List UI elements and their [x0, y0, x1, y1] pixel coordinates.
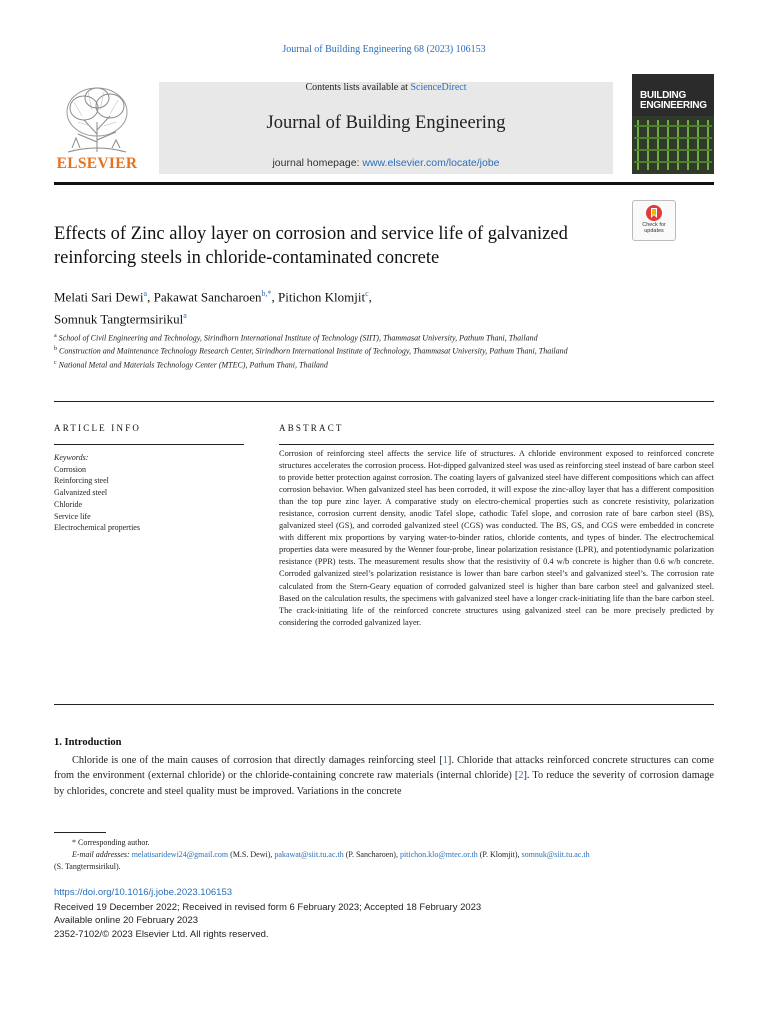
- affiliation: [54, 358, 614, 371]
- keyword[interactable]: Galvanized steel: [54, 488, 108, 498]
- corresponding-author-note: * Corresponding author.: [72, 838, 150, 847]
- author-affil-sup[interactable]: c: [365, 289, 369, 298]
- email-label: E-mail addresses:: [72, 850, 130, 859]
- contents-prefix: Contents lists available at: [305, 82, 411, 93]
- received-dates: Received 19 December 2022; Received in revised form 6 February 2023; Accepted 18 February 2023: [54, 902, 482, 913]
- author-name[interactable]: Melati Sari Dewi: [54, 289, 144, 305]
- header-divider: [54, 182, 714, 185]
- journal-homepage: [159, 157, 613, 169]
- article-info-rule: [54, 444, 244, 445]
- keyword[interactable]: Corrosion: [54, 464, 86, 474]
- keywords-label: Keywords:: [54, 453, 89, 462]
- cover-pattern-icon: [632, 116, 714, 174]
- email-link[interactable]: pitichon.klo@mtec.or.th: [399, 850, 478, 859]
- author-name[interactable]: Pakawat Sancharoen: [153, 289, 262, 305]
- journal-citation[interactable]: Journal of Building Engineering 68 (2023) 106153: [282, 44, 486, 55]
- reference-link[interactable]: 1: [442, 755, 448, 766]
- author-name[interactable]: Somnuk Tangtermsirikul: [54, 311, 184, 327]
- email-link[interactable]: melatisaridewi24@gmail.com: [131, 850, 229, 859]
- copyright: 2352-7102/© 2023 Elsevier Ltd. All rights reserved.: [54, 928, 269, 940]
- affil-label: a: [54, 333, 57, 339]
- keyword[interactable]: Reinforcing steel: [54, 476, 109, 486]
- sciencedirect-link[interactable]: ScienceDirect: [410, 82, 467, 93]
- email-owner: (P. Klomjit),: [477, 850, 522, 859]
- author-affil-sup[interactable]: b,*: [261, 289, 272, 298]
- footnotes: [54, 837, 714, 873]
- doi-link[interactable]: https://doi.org/10.1016/j.jobe.2023.106153: [54, 887, 233, 898]
- affil-text: National Metal and Materials Technology Center (MTEC), Pathum Thani, Thailand: [58, 360, 328, 370]
- introduction-heading: 1. Introduction: [54, 737, 122, 748]
- article-dates: [54, 901, 481, 941]
- introduction-paragraph: [54, 753, 714, 799]
- author-name[interactable]: Pitichon Klomjit: [278, 289, 366, 305]
- journal-cover-image[interactable]: [632, 74, 714, 174]
- email-owner: (M.S. Dewi),: [228, 850, 275, 859]
- keyword[interactable]: Electrochemical properties: [54, 523, 140, 533]
- cover-title-line1: BUILDING: [640, 90, 686, 101]
- contents-line: [159, 82, 613, 93]
- affil-label: c: [54, 359, 57, 366]
- intro-text: Chloride is one of the main causes of corrosion that directly damages reinforcing steel [: [72, 755, 443, 766]
- email-owner: (P. Sancharoen),: [343, 850, 400, 859]
- available-online: Available online 20 February 2023: [54, 915, 199, 927]
- abstract-heading: ABSTRACT: [279, 423, 344, 433]
- abstract-text: Corrosion of reinforcing steel affects the service life of structures. A chloride environment exposed to reinforced concrete structures accelerates the corrosion process. Hot-dipped galvanized steel was used as reinforcing steel instead of bare carbon steel to provide better protection against corrosion. The coating layers of galvanized steel have different compositions which can affect corrosion behavior. When galvanized steel has been corroded, it will expose the zinc-alloy layer that has a different composition than the top pure zinc layer. A comparative study on electro-chemical properties such as concrete resistivity, polarization resistance, corrosion current density, anodic Tafel slope, cathodic Tafel slope, and corrosion rate of bare carbon steel (BS), galvanized steel (GS), and corroded galvanized steel (CGS) was conducted. The BS, GS, and CGS were embedded in concrete with different mix proportions by varying water-to-binder ratios, chloride contents, and types of binder. The electrochemical properties data were measured by the Wenner four-probe, linear polarization resistance (LPR), and potentiodynamic polarization resistance (PPR) tests. The measurement results show that the resistivity of 0.4 w/b concrete is higher than 0.6 w/b concrete. Corroded galvanized steel’s polarization resistance is lower than bare carbon steel’s and galvanized steel’s. The corrosion rate calculated from the Stern-Geary equation of corroded galvanized steel is higher than bare carbon steel and galvanized steel. Based on the calculation results, the specimens with galvanized steel have a longer crack-initiating life than the bare carbon steel. The crack-initiating life of the reinforced concrete structures using galvanized steel can be more precisely predicted by considering the corroded galvanized layer.: [279, 449, 714, 627]
- bookmark-icon: [645, 204, 663, 222]
- badge-line1: Check for: [642, 222, 666, 228]
- keyword[interactable]: Service life: [54, 511, 91, 521]
- cover-title-line2: ENGINEERING: [640, 100, 707, 111]
- author-sep: ,: [147, 289, 154, 305]
- check-for-updates-label: [632, 222, 676, 234]
- email-addresses: [54, 849, 714, 861]
- publisher-name: ELSEVIER: [56, 155, 138, 172]
- affil-text: Construction and Maintenance Technology Research Center, Sirindhorn International Institute of Technology, Thammasat University, Pathum Thani, Thailand: [59, 346, 568, 356]
- badge-line2: updates: [644, 228, 664, 234]
- affiliation: [54, 344, 614, 357]
- affiliation: [54, 331, 614, 344]
- cover-title: [640, 91, 707, 111]
- intro-text: ]. Chloride that attacks reinforced concrete structures can come from the environment (external chloride) or the chloride-containing concrete raw materials (internal chloride) [: [54, 755, 714, 782]
- homepage-prefix: journal homepage:: [272, 157, 363, 169]
- affiliations: [54, 331, 614, 371]
- homepage-link[interactable]: www.elsevier.com/locate/jobe: [362, 157, 500, 169]
- journal-title: Journal of Building Engineering: [266, 113, 506, 133]
- author-sep: ,: [271, 289, 279, 305]
- keyword[interactable]: Chloride: [54, 499, 82, 509]
- author-list: [54, 284, 614, 329]
- abstract-rule: [279, 444, 714, 445]
- footnote-divider: [54, 832, 106, 833]
- affil-text: School of Civil Engineering and Technology, Sirindhorn International Institute of Technology (SIIT), Thammasat University, Pathum Thani, Thailand: [58, 333, 538, 343]
- affil-label: b: [54, 346, 57, 353]
- reference-link[interactable]: 2: [518, 770, 524, 782]
- email-link[interactable]: pakawat@siit.tu.ac.th: [274, 850, 344, 859]
- author-sep: ,: [368, 289, 372, 305]
- abstract-end-divider: [54, 704, 714, 705]
- article-info-heading: ARTICLE INFO: [54, 423, 142, 433]
- email-link[interactable]: somnuk@siit.tu.ac.th: [521, 850, 590, 859]
- check-for-updates-button[interactable]: [632, 200, 676, 241]
- intro-text: ]. To reduce the severity of corrosion damage by chlorides, concrete and steel quality must be improved. Variations in the concrete: [54, 770, 714, 797]
- article-title: Effects of Zinc alloy layer on corrosion and service life of galvanized reinforcing steels in chloride-contaminated concrete: [54, 224, 568, 268]
- author-affil-sup[interactable]: a: [183, 311, 187, 321]
- affiliation-divider: [54, 401, 714, 402]
- email-tail: (S. Tangtermsirikul).: [54, 862, 121, 871]
- author-affil-sup[interactable]: a: [143, 289, 148, 298]
- keywords-block: [54, 452, 244, 534]
